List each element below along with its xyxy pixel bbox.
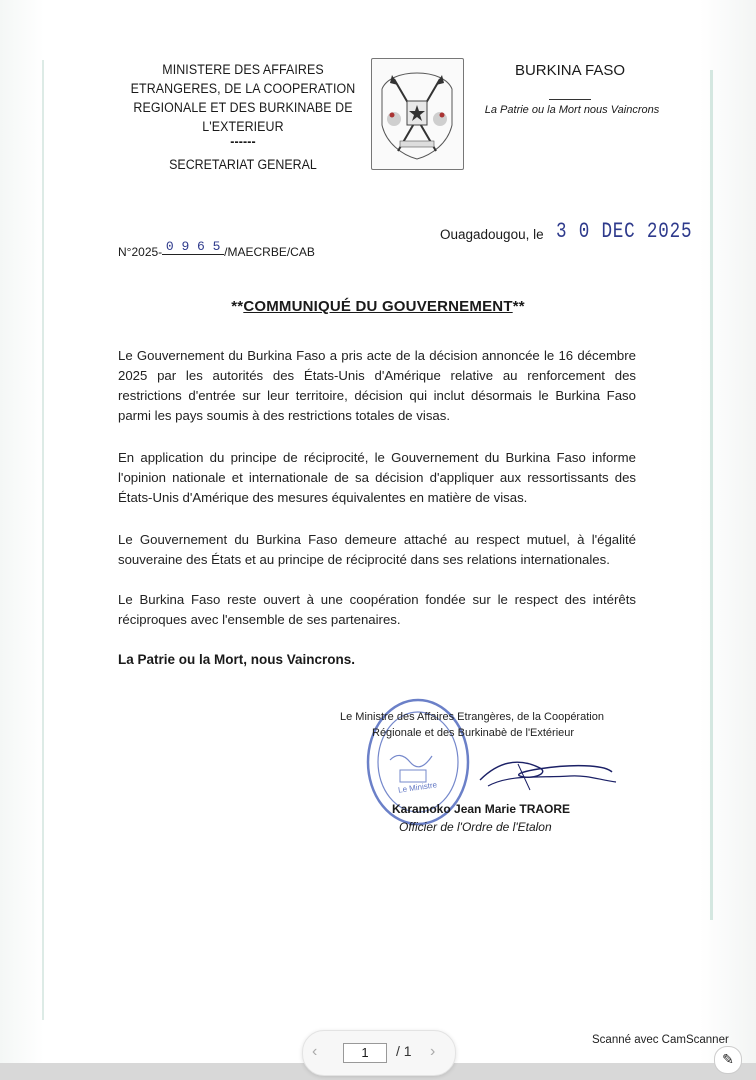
title-text: COMMUNIQUÉ DU GOUVERNEMENT xyxy=(243,298,513,315)
page-total: / 1 xyxy=(396,1043,412,1059)
chevron-right-icon[interactable]: › xyxy=(430,1043,436,1060)
ministry-line: MINISTERE DES AFFAIRES xyxy=(162,62,324,77)
ministry-line: REGIONALE ET DES BURKINABE DE xyxy=(133,100,353,115)
scan-edge-right xyxy=(710,70,713,920)
signatory-honor: Officier de l'Ordre de l'Etalon xyxy=(399,820,552,834)
document-title xyxy=(0,298,756,315)
country-name: BURKINA FASO xyxy=(514,62,626,79)
signatory-name: Karamoko Jean Marie TRAORE xyxy=(392,802,571,816)
national-motto: La Patrie ou la Mort nous Vaincrons xyxy=(484,104,660,116)
title-prefix: ** xyxy=(231,298,244,315)
signature-icon xyxy=(470,750,620,800)
seal-caption: Le Ministre xyxy=(397,780,438,795)
header-dash: ------ xyxy=(230,134,256,149)
coat-of-arms-icon xyxy=(371,58,464,170)
chevron-left-icon[interactable]: ‹ xyxy=(312,1043,318,1060)
body-paragraph: Le Gouvernement du Burkina Faso a pris acte de la décision annoncée le 16 décembre 2025 par les autorités des États-Unis d'Amérique relative au renforcement des restrictions d'entrée sur leur territoire, décision qui inclut désormais le Burkina Faso parmi les pays soumis à des restrictions totales de visas. xyxy=(118,348,636,423)
signatory-role: Régionale et des Burkinabè de l'Extérieur xyxy=(372,727,575,739)
page-number-input[interactable]: 1 xyxy=(343,1043,387,1063)
date-stamp: 3 0 DEC 2025 xyxy=(556,219,693,244)
title-suffix: ** xyxy=(512,298,525,315)
reference-prefix: N°2025- xyxy=(118,245,163,259)
ministry-header xyxy=(122,60,363,148)
reference-number xyxy=(118,239,315,261)
scan-edge-left xyxy=(42,60,44,1020)
reference-suffix: /MAECRBE/CAB xyxy=(224,245,315,259)
body-paragraph: En application du principe de réciprocité, le Gouvernement du Burkina Faso informe l'opinion nationale et internationale de sa décision d'appliquer aux ressortissants des États-Unis d'Amérique des mesures équivalentes en matière de visas. xyxy=(118,450,636,505)
body-paragraph: Le Burkina Faso reste ouvert à une coopération fondée sur le respect des intérêts réciproques avec l'ensemble de ses partenaires. xyxy=(118,592,636,627)
divider xyxy=(549,99,591,100)
scanner-watermark: Scanné avec CamScanner xyxy=(592,1034,729,1046)
ministry-line: ETRANGERES, DE LA COOPERATION xyxy=(130,81,356,96)
secretariat-label: SECRETARIAT GENERAL xyxy=(169,157,317,172)
body-paragraph: Le Gouvernement du Burkina Faso demeure attaché au respect mutuel, à l'égalité souveraine des États et au principe de réciprocité dans ses relations internationales. xyxy=(118,532,636,567)
date-label: Ouagadougou, le xyxy=(440,227,544,242)
signatory-role: Le Ministre des Affaires Etrangères, de la Coopération xyxy=(340,711,604,723)
closing-motto: La Patrie ou la Mort, nous Vaincrons. xyxy=(118,652,356,667)
ministry-line: L'EXTERIEUR xyxy=(202,119,284,134)
edit-icon[interactable]: ✎ xyxy=(714,1046,742,1074)
reference-value: 0 9 6 5 xyxy=(162,241,224,255)
